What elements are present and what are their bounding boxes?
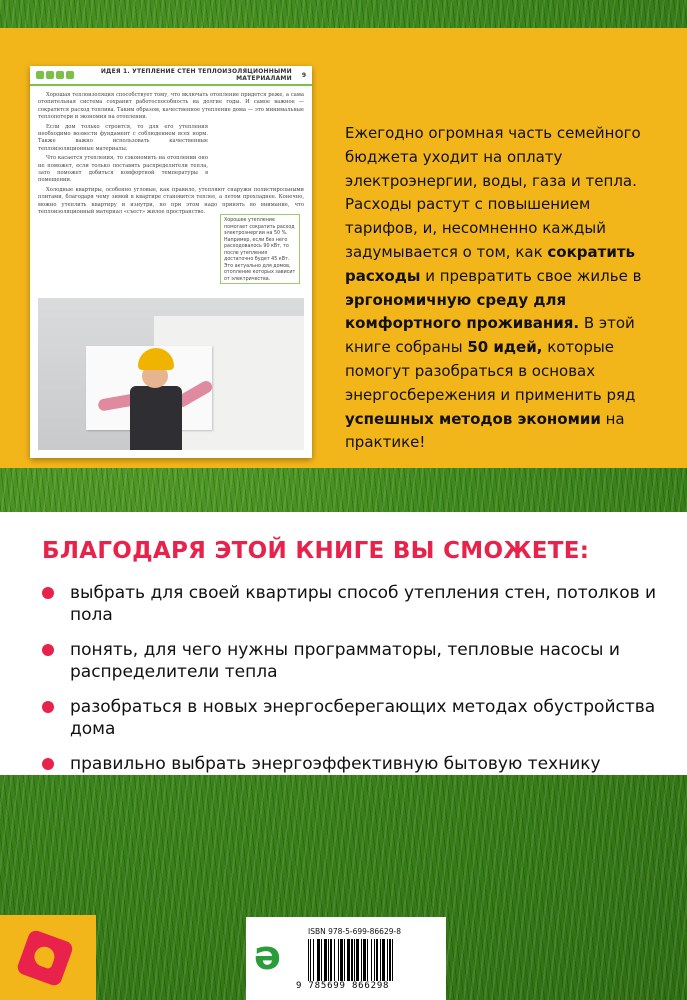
page-paragraph: Хорошая теплоизоляция способствует тому, что включать отопление придется реже, а сама отопительная система сохранит работоспособность на долгие годы. И самое важное — сократится расход топлива. Таким образом, качественное утепление дома — это минимальные теплопотери и экономия на отоплении. bbox=[38, 92, 304, 121]
page-paragraph: Холодные квартиры, особенно угловые, как правило, утепляют снаружи полистирольными плитами, благодаря чему зимой в квартире становится теплее, а летом прохладнее. Конечно, можно утеплить квартиру и изнутри, но при этом надо принять во внимание, что теплоизоляционный материал «съест» жилое пространство. bbox=[38, 186, 304, 216]
list-item: выбрать для своей квартиры способ утепления стен, потолков и пола bbox=[38, 582, 658, 626]
list-item: понять, для чего нужны программаторы, тепловые насосы и распределители тепла bbox=[38, 639, 658, 683]
series-logo bbox=[0, 915, 96, 1000]
info-panel bbox=[0, 28, 687, 468]
benefits-block bbox=[0, 512, 687, 775]
page-paragraph: Что касается утепления, то сэкономить на отоплении оно не поможет, если только поставить распределители тепла, зато поможет добиться комфортной температуры в помещении. bbox=[38, 155, 208, 184]
benefits-heading: БЛАГОДАРЯ ЭТОЙ КНИГЕ ВЫ СМОЖЕТЕ: bbox=[42, 538, 590, 564]
benefits-list bbox=[38, 582, 658, 788]
barcode-bars bbox=[308, 939, 436, 981]
worker-insulating-wall-photo bbox=[38, 298, 304, 450]
bullet-icon bbox=[42, 701, 54, 713]
bullet-icon bbox=[42, 644, 54, 656]
intro-text: Ежегодно огромная часть семейного бюджета уходит на оплату электроэнергии, воды, газа и тепла. Расходы растут с повышением тарифов, и, несомненно каждый задумывается о том, как сократить расходы и превратить свое жилье в эргономичную среду для комфортного проживания. В этой книге собраны 50 идей, которые помогут разобраться в основах энергосбережения и применить ряд успешных методов экономии на практике! bbox=[345, 124, 642, 452]
page-number: 9 bbox=[301, 71, 306, 79]
page-callout: Хорошее утепление помогает сократить расход электроэнергии на 50 %. Например, если без него расходовалось 90 кВт, то после утепления достаточно будет 45 кВт. Это актуально для домов, отопление которых зависит от электричества. bbox=[220, 214, 300, 284]
isbn-text: ISBN 978-5-699-86629-8 bbox=[308, 927, 401, 936]
page-header bbox=[30, 66, 312, 86]
page-body bbox=[30, 86, 312, 217]
publisher-logo-icon: ə bbox=[254, 933, 282, 979]
book-page-preview bbox=[30, 66, 312, 458]
page-paragraph: Если дом только строится, то для его утепления необходимо возвести фундамент с соблюдением всех норм. Также важно использовать качественные теплоизоляционные материалы. bbox=[38, 123, 208, 152]
chapter-icons bbox=[36, 71, 74, 79]
bullet-icon bbox=[42, 587, 54, 599]
chapter-title: ИДЕЯ 1. УТЕПЛЕНИЕ СТЕН ТЕПЛОИЗОЛЯЦИОННЫМИ МАТЕРИАЛАМИ bbox=[100, 68, 292, 82]
house-emblem-icon bbox=[16, 929, 75, 988]
barcode-block bbox=[246, 917, 446, 1000]
barcode-digits: 9 785699 866298 bbox=[296, 981, 390, 991]
bullet-icon bbox=[42, 758, 54, 770]
list-item: правильно выбрать энергоэффективную бытовую технику bbox=[38, 753, 658, 775]
list-item: разобраться в новых энергосберегающих методах обустройства дома bbox=[38, 696, 658, 740]
